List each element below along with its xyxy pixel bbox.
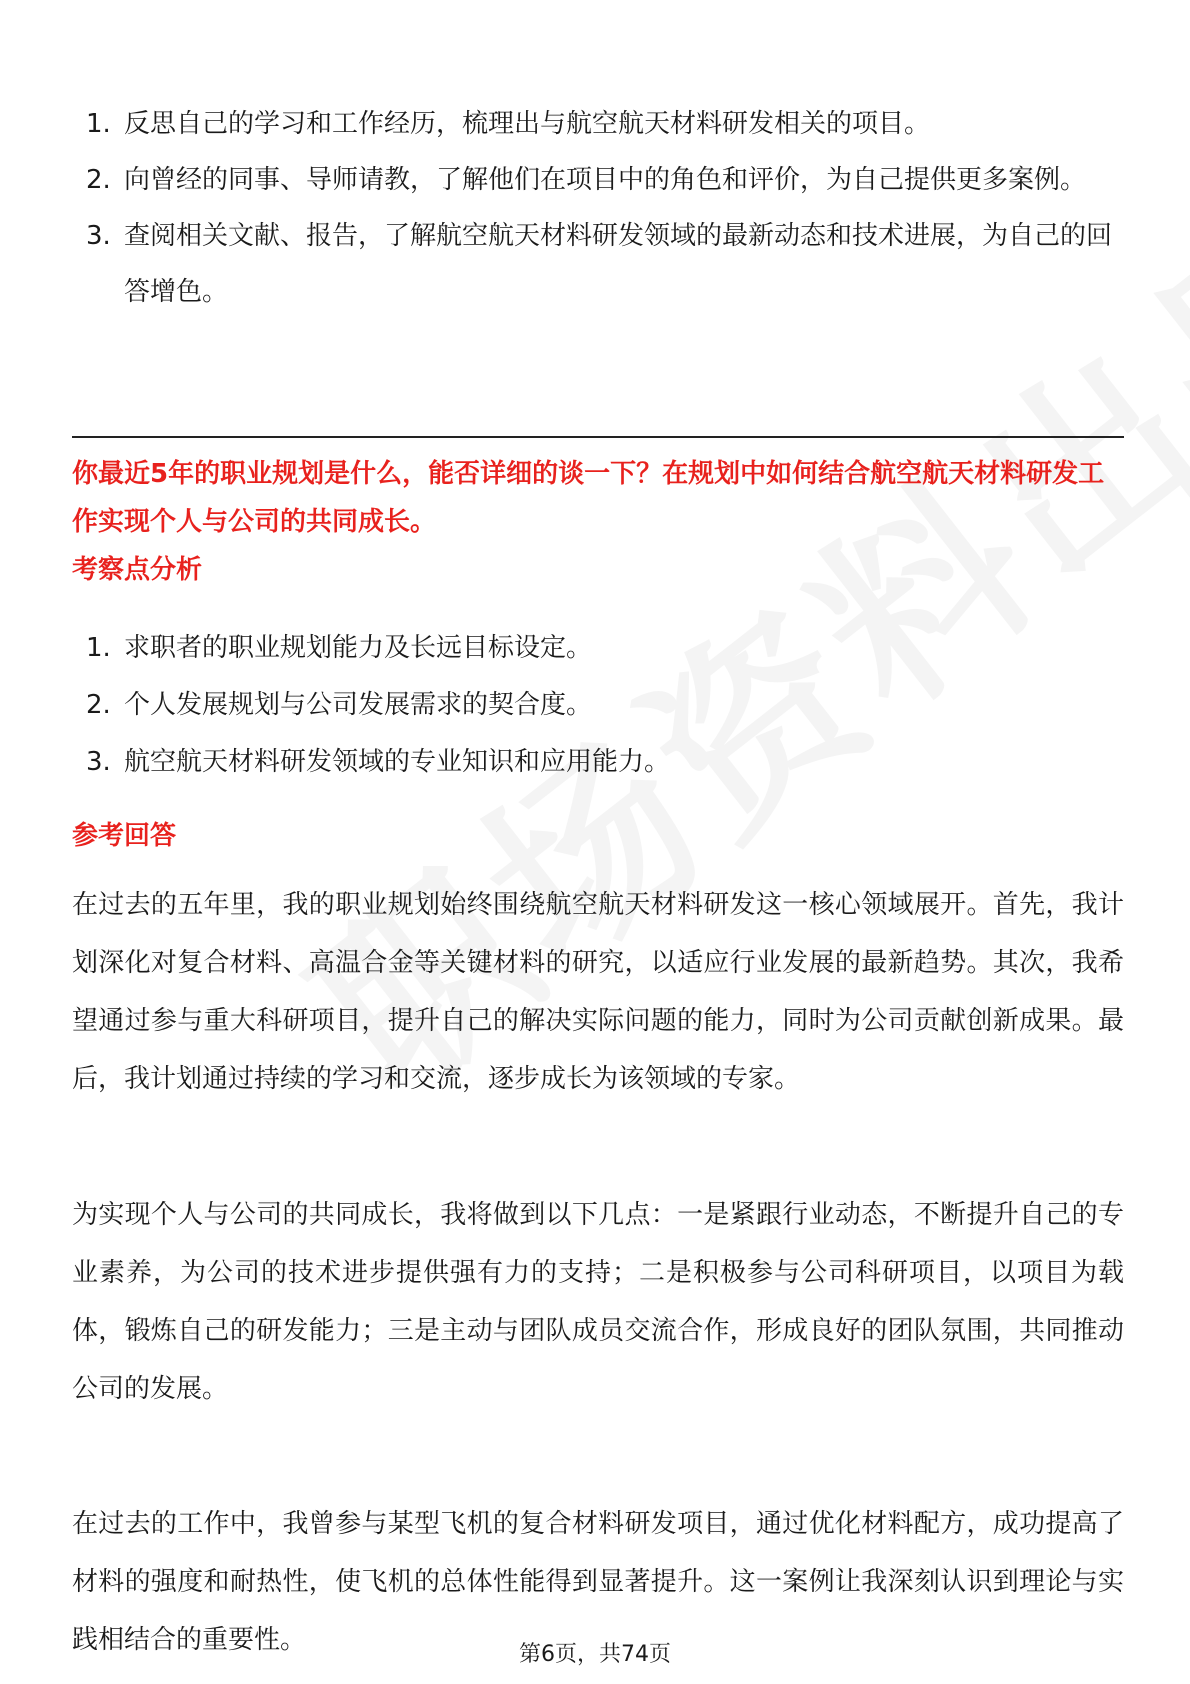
analysis-heading: 考察点分析	[72, 555, 203, 585]
answer-heading: 参考回答	[72, 821, 177, 851]
list-item-text: 向曾经的同事、导师请教，了解他们在项目中的角色和评价，为自己提供更多案例。	[124, 165, 1087, 195]
answer-paragraph: 在过去的五年里，我的职业规划始终围绕航空航天材料研发这一核心领域展开。首先，我计划深化对复合材料、高温合金等关键材料的研究，以适应行业发展的最新趋势。其次，我希望通过参与重大科研项目，提升自己的解决实际问题的能力，同时为公司贡献创新成果。最后，我计划通过持续的学习和交流，逐步成长为该领域的专家。	[72, 890, 1124, 1094]
list-item	[72, 734, 1124, 791]
list-item	[72, 620, 1124, 677]
preparation-list	[72, 96, 1124, 320]
list-item-number: 1.	[86, 633, 111, 663]
answer-paragraph: 为实现个人与公司的共同成长，我将做到以下几点：一是紧跟行业动态，不断提升自己的专业素养，为公司的技术进步提供强有力的支持；二是积极参与公司科研项目，以项目为载体，锻炼自己的研发能力；三是主动与团队成员交流合作，形成良好的团队氛围，共同推动公司的发展。	[72, 1200, 1124, 1404]
list-item-number: 1.	[86, 109, 111, 139]
page-number: 第6页，共74页	[519, 1642, 671, 1667]
section-divider	[72, 436, 1124, 438]
interview-question: 你最近5年的职业规划是什么，能否详细的谈一下？在规划中如何结合航空航天材料研发工作实现个人与公司的共同成长。	[72, 459, 1105, 537]
list-item-number: 3.	[86, 747, 111, 777]
list-item	[72, 677, 1124, 734]
list-item-text: 查阅相关文献、报告，了解航空航天材料研发领域的最新动态和技术进展，为自己的回答增色。	[124, 221, 1113, 307]
list-item-number: 2.	[86, 690, 111, 720]
list-item-text: 求职者的职业规划能力及长远目标设定。	[124, 633, 593, 663]
list-item-text: 反思自己的学习和工作经历，梳理出与航空航天材料研发相关的项目。	[124, 109, 931, 139]
list-item-text: 个人发展规划与公司发展需求的契合度。	[124, 690, 593, 720]
list-item	[72, 152, 1124, 208]
list-item-number: 3.	[86, 221, 111, 251]
analysis-list	[72, 620, 1124, 791]
list-item	[72, 96, 1124, 152]
list-item	[72, 208, 1124, 320]
answer-paragraph: 在过去的工作中，我曾参与某型飞机的复合材料研发项目，通过优化材料配方，成功提高了材料的强度和耐热性，使飞机的总体性能得到显著提升。这一案例让我深刻认识到理论与实践相结合的重要性。	[72, 1509, 1124, 1655]
list-item-text: 航空航天材料研发领域的专业知识和应用能力。	[124, 747, 671, 777]
list-item-number: 2.	[86, 165, 111, 195]
document-page	[72, 0, 1122, 1684]
